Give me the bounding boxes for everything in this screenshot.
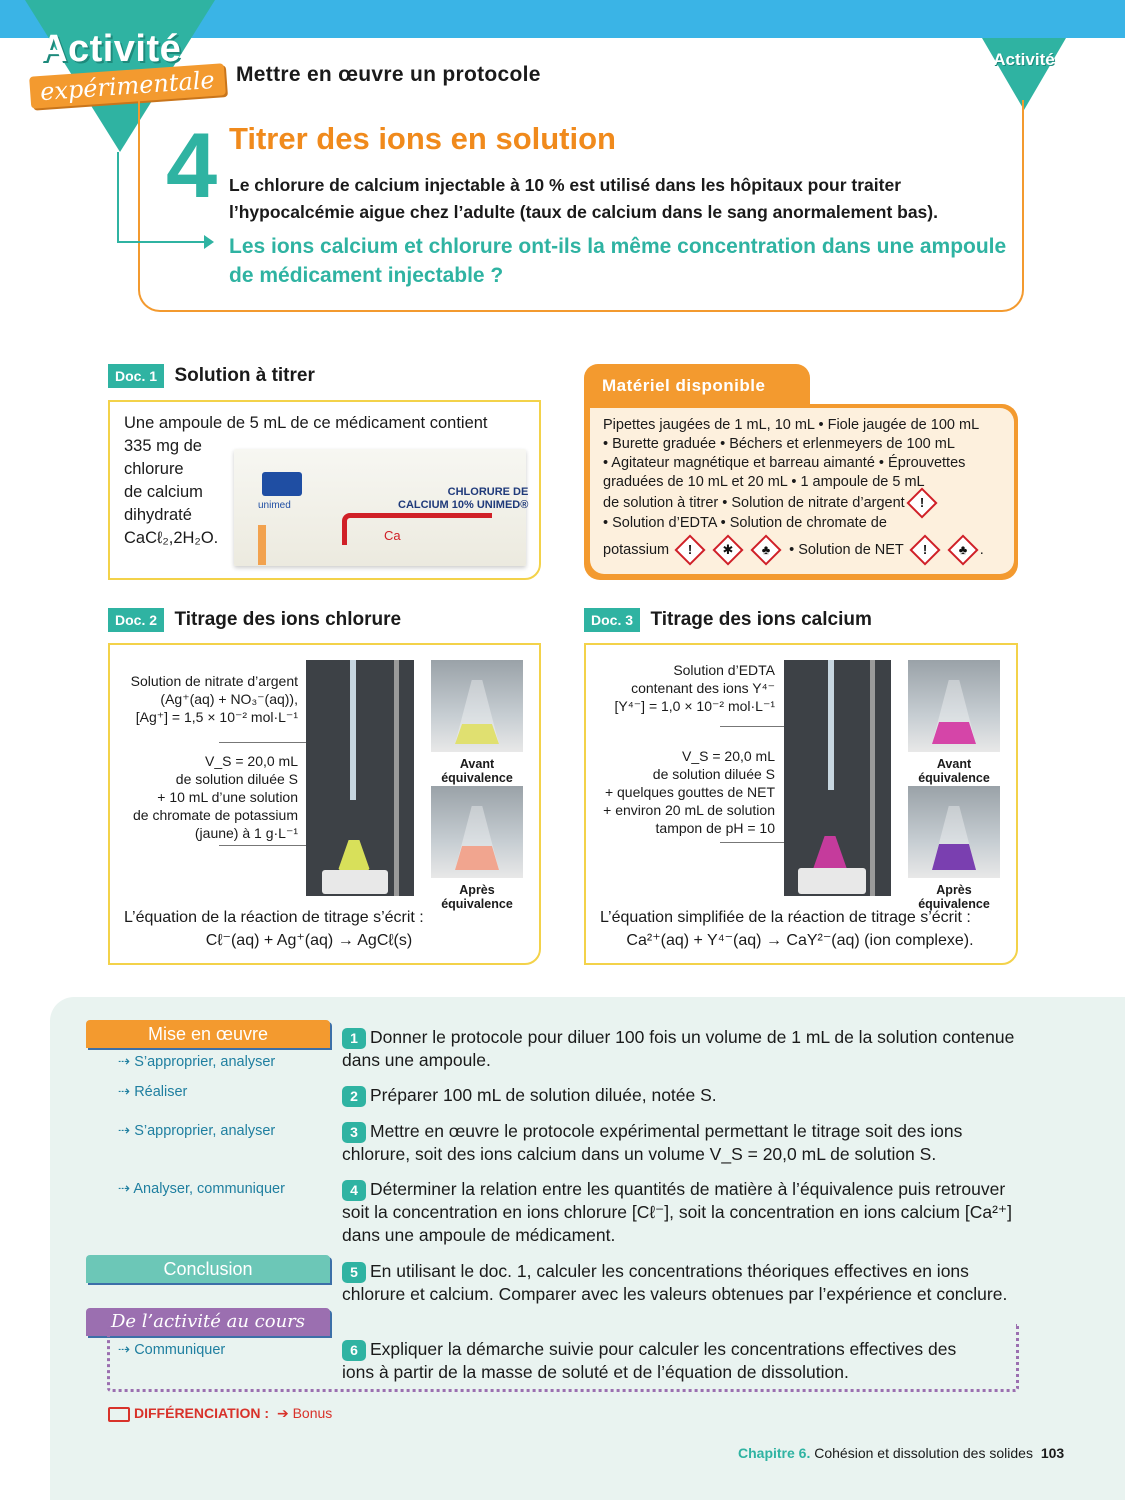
doc1-line: Une ampoule de 5 mL de ce médicament contient (124, 414, 488, 432)
question-text: Déterminer la relation entre les quantités de matière à l’équivalence puis retrouver soit la concentration en ions chlorure [Cℓ⁻], soit la concentration en ions calcium [Ca²⁺] dans une ampoule de médicament. (342, 1179, 1013, 1245)
box-name-line: CHLORURE DE (447, 486, 529, 498)
question-text: Mettre en œuvre le protocole expérimental permettant le titrage soit des ions chlorure, soit des ions calcium dans un volume V_S = 20,0 mL de solution S. (342, 1121, 963, 1164)
bonus-link[interactable]: Bonus (292, 1405, 333, 1421)
exclamation-hazard-icon: ! (906, 487, 937, 518)
doc1-tag: Doc. 1 (108, 364, 164, 388)
question-1 (342, 1026, 1022, 1072)
after-caption: Après équivalence (918, 883, 990, 911)
solution-yellow (455, 724, 499, 744)
stirrer (798, 868, 866, 894)
skill-label: ⇢ S’approprier, analyser (118, 1123, 276, 1139)
activity-label: Activité (40, 28, 182, 70)
box-product-name (398, 486, 528, 512)
label-line: de solution diluée S (652, 766, 775, 782)
solution-purple (932, 844, 976, 870)
label-line: Solution d’EDTA (673, 662, 775, 678)
doc3-title: Titrage des ions calcium (650, 609, 872, 630)
label-line: tampon de pH = 10 (655, 820, 775, 836)
doc1-line: CaCℓ₂,2H₂O. (124, 529, 219, 547)
arrow-line (117, 152, 119, 242)
burette (350, 660, 356, 800)
label-line: + quelques gouttes de NET (604, 784, 775, 800)
materiel-line (603, 539, 1013, 561)
tasks-panel (50, 997, 1125, 1500)
flask-before-photo (908, 660, 1000, 752)
equation-intro: L’équation de la réaction de titrage s’écrit : (124, 909, 424, 926)
label-line: V_S = 20,0 mL (681, 748, 775, 764)
exclamation-hazard-icon: ! (675, 534, 706, 565)
question-number: 6 (342, 1340, 366, 1361)
equation: Cℓ⁻(aq) + Ag⁺(aq) → AgCℓ(s) (205, 932, 413, 949)
stirrer (322, 870, 388, 894)
mise-en-oeuvre-header: Mise en œuvre (86, 1020, 330, 1048)
skill-text: S’approprier, analyser (134, 1054, 276, 1070)
label-line: (jaune) à 1 g·L⁻¹ (194, 825, 298, 841)
skill-label: ⇢ S’approprier, analyser (118, 1054, 276, 1070)
environment-hazard-icon: ♣ (751, 534, 782, 565)
health-hazard-icon: ✱ (713, 534, 744, 565)
doc1-title: Solution à titrer (174, 365, 315, 386)
flask-pink (812, 836, 848, 872)
doc2-equation (124, 906, 524, 952)
differentiation-label: DIFFÉRENCIATION : (134, 1405, 270, 1421)
question-text: Préparer 100 mL de solution diluée, notée S. (370, 1085, 717, 1105)
skill-label: ⇢ Réaliser (118, 1084, 188, 1100)
screen-icon (108, 1407, 130, 1422)
label-line: [Ag⁺] = 1,5 × 10⁻² mol·L⁻¹ (135, 709, 298, 725)
question-number: 3 (342, 1122, 366, 1143)
before-caption: Avant équivalence (441, 757, 513, 785)
flask-before-photo (431, 660, 523, 752)
box-ca-label: Ca (384, 528, 401, 543)
solution-salmon (455, 846, 499, 870)
question-3 (342, 1120, 1022, 1166)
question-text: Donner le protocole pour diluer 100 fois un volume de 1 mL de la solution contenue dans une ampoule. (342, 1027, 1015, 1070)
materiel-text: • Solution de NET (789, 541, 904, 558)
question-2 (342, 1084, 1022, 1107)
exclamation-hazard-icon: ! (909, 534, 940, 565)
label-line: contenant des ions Y⁴⁻ (631, 680, 775, 696)
equation: Ca²⁺(aq) + Y⁴⁻(aq) → CaY²⁻(aq) (ion complexe). (626, 932, 974, 949)
label-line: de solution diluée S (175, 771, 298, 787)
doc2-title: Titrage des ions chlorure (174, 609, 402, 630)
conclusion-header: Conclusion (86, 1255, 330, 1283)
skill-text: S’approprier, analyser (134, 1123, 276, 1139)
doc1-line: chlorure (124, 460, 184, 478)
label-line: + 10 mL d’une solution (157, 789, 298, 805)
chapter-label: Chapitre 6. (738, 1445, 811, 1461)
label-line: [Y⁴⁻] = 1,0 × 10⁻² mol·L⁻¹ (614, 698, 775, 714)
page-subtitle: Mettre en œuvre un protocole (236, 63, 541, 86)
label-line: + environ 20 mL de solution (603, 802, 775, 818)
skill-text: Communiquer (134, 1342, 226, 1358)
skill-text: Analyser, communiquer (133, 1181, 285, 1197)
page-number: 103 (1040, 1445, 1065, 1461)
page-title: Titrer des ions en solution (229, 121, 616, 156)
box-red-stripe (342, 513, 492, 545)
materiel-line (603, 492, 1013, 514)
label-line: de chromate de potassium (133, 807, 298, 823)
titration-setup-photo (784, 660, 891, 896)
doc3-header (584, 609, 872, 631)
doc3-equation (600, 906, 1012, 952)
materiel-line: • Burette graduée • Béchers et erlenmeyers de 100 mL (603, 436, 955, 452)
doc3-sample-label (590, 747, 775, 837)
question-text: En utilisant le doc. 1, calculer les concentrations théoriques effectives en ions chlorure et calcium. Comparer avec les valeurs obtenues par l’expérience et conclure. (342, 1261, 1008, 1304)
label-line: (Ag⁺(aq) + NO₃⁻(aq)), (160, 691, 298, 707)
box-name-line: CALCIUM 10% UNIMED® (398, 499, 529, 511)
doc2-sample-label (112, 752, 298, 842)
activity-tag: Activité (993, 50, 1055, 69)
environment-hazard-icon: ♣ (947, 534, 978, 565)
materiel-list (603, 416, 1013, 561)
materiel-line: Pipettes jaugées de 1 mL, 10 mL • Fiole jaugée de 100 mL (603, 417, 980, 433)
arrow-line (117, 241, 205, 243)
materiel-line: • Agitateur magnétique et barreau aimanté • Éprouvettes (603, 455, 966, 471)
question-4 (342, 1178, 1022, 1247)
doc3-reagent-label (590, 661, 775, 715)
unimed-logo (262, 472, 302, 496)
doc1-line: 335 mg de (124, 437, 202, 455)
doc2-tag: Doc. 2 (108, 608, 164, 632)
equation-intro: L’équation simplifiée de la réaction de titrage s’écrit : (600, 909, 971, 926)
materiel-line: graduées de 10 mL et 20 mL • 1 ampoule de 5 mL (603, 474, 925, 490)
chapter-title: Cohésion et dissolution des solides (814, 1445, 1033, 1461)
box-side-stripe (258, 525, 266, 565)
burette (828, 660, 834, 790)
problem-question: Les ions calcium et chlorure ont-ils la même concentration dans une ampoule de médicament injectable ? (229, 235, 1007, 287)
question-6 (342, 1338, 982, 1384)
materiel-text: de solution à titrer • Solution de nitrate d’argent (603, 494, 905, 511)
page-footer (738, 1445, 1064, 1461)
skill-label: ⇢ Communiquer (118, 1342, 226, 1358)
activity-number: 4 (166, 115, 218, 217)
doc1-line: de calcium (124, 483, 203, 501)
question-number: 1 (342, 1028, 366, 1049)
materiel-text: potassium (603, 541, 670, 558)
flask-after-photo (908, 786, 1000, 878)
label-line: Solution de nitrate d’argent (130, 673, 298, 689)
doc1-line: dihydraté (124, 506, 192, 524)
doc2-reagent-label (112, 672, 298, 726)
experimental-label: expérimentale (29, 63, 225, 109)
question-text: Expliquer la démarche suivie pour calculer les concentrations effectives des ions à partir de la masse de soluté et de l’équation de dissolution. (342, 1339, 957, 1382)
doc2-header (108, 609, 401, 631)
stand-rod (394, 660, 399, 896)
differentiation-link[interactable] (108, 1405, 332, 1422)
arrow-circle-icon: ➔ (276, 1405, 289, 1421)
question-number: 2 (342, 1086, 366, 1107)
after-caption: Après équivalence (441, 883, 513, 911)
materiel-line: • Solution d’EDTA • Solution de chromate de (603, 515, 887, 531)
question-5 (342, 1260, 1022, 1306)
question-number: 4 (342, 1180, 366, 1201)
before-caption: Avant équivalence (918, 757, 990, 785)
skill-text: Réaliser (134, 1084, 188, 1100)
box-brand: unimed (258, 500, 291, 511)
skill-label: ⇢ Analyser, communiquer (118, 1181, 285, 1197)
label-line: V_S = 20,0 mL (204, 753, 298, 769)
intro-text: Le chlorure de calcium injectable à 10 % est utilisé dans les hôpitaux pour traiter l’hypocalcémie aigue chez l’adulte (taux de calcium dans le sang anormalement bas). (229, 175, 938, 222)
titration-setup-photo (306, 660, 414, 896)
stand-rod (870, 660, 875, 896)
materiel-text: . (979, 541, 984, 558)
flask-after-photo (431, 786, 523, 878)
doc1-header (108, 365, 315, 387)
solution-pink (932, 722, 976, 744)
question-number: 5 (342, 1262, 366, 1283)
materiel-title: Matériel disponible (602, 376, 766, 395)
activite-cours-header: De l’activité au cours (86, 1308, 330, 1336)
doc3-tag: Doc. 3 (584, 608, 640, 632)
arrow-right-icon (204, 235, 214, 249)
